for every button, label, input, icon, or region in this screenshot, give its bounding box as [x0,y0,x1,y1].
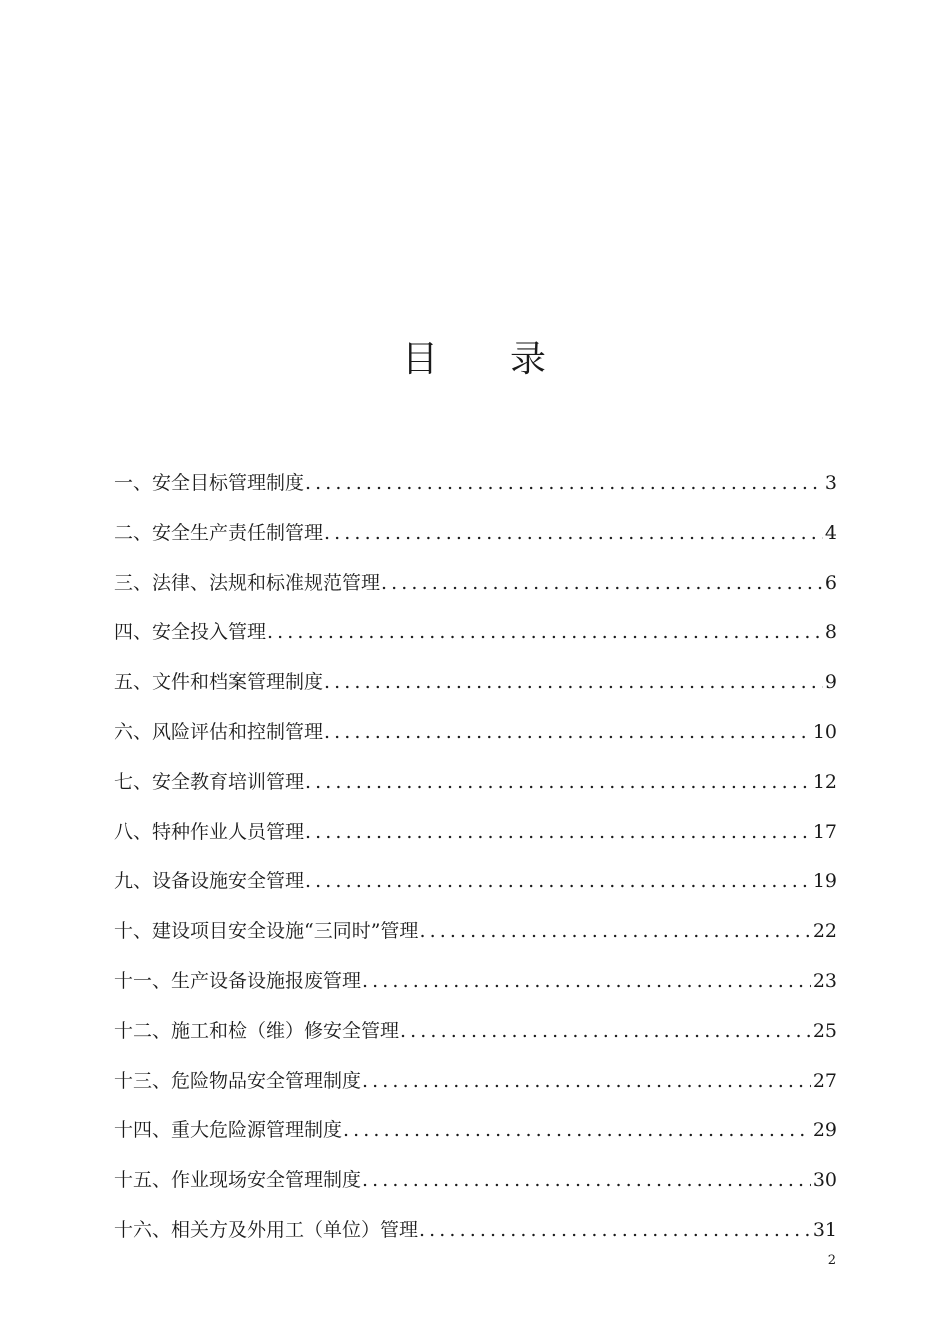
page-number: 2 [827,1253,836,1268]
toc-entry[interactable] [114,766,837,816]
toc-entry-label: 九、设备设施安全管理 [114,870,305,893]
toc-entry-page: 3 [824,472,837,494]
toc-dot-leader [305,467,823,499]
toc-entry-page: 27 [812,1069,837,1092]
toc-entry-page: 31 [812,1218,837,1241]
toc-entry-page: 22 [812,920,837,943]
toc-entry-label: 十三、危险物品安全管理制度 [114,1069,362,1092]
toc-entry-label: 三、法律、法规和标准规范管理 [114,571,381,594]
toc-entry-page: 29 [812,1119,837,1142]
toc-entry[interactable] [114,816,837,866]
toc-entry-label: 十、建设项目安全设施“三同时”管理 [114,920,419,943]
toc-entry-page: 4 [824,521,837,544]
toc-entry[interactable] [114,1065,837,1115]
toc-entry-label: 十五、作业现场安全管理制度 [114,1169,362,1192]
toc-dot-leader [362,1065,811,1097]
toc-entry[interactable] [114,567,837,617]
toc-dot-leader [305,816,811,848]
toc-entry[interactable] [114,865,837,915]
toc-entry-page: 23 [812,969,837,992]
toc-entry-page: 25 [812,1019,837,1042]
toc-entry[interactable] [114,1114,837,1164]
toc-entry-page: 19 [812,870,837,893]
toc-entry[interactable] [114,1015,837,1065]
toc-entry-page: 6 [824,571,837,594]
toc-entry[interactable] [114,915,837,965]
toc-dot-leader [419,1214,811,1246]
toc-entry-page: 12 [812,770,837,793]
toc-dot-leader [400,1015,811,1047]
toc-entry[interactable] [114,616,837,666]
toc-entry-label: 十四、重大危险源管理制度 [114,1119,343,1142]
toc-dot-leader [362,965,811,997]
toc-entry-label: 二、安全生产责任制管理 [114,521,324,544]
toc-entry-label: 十六、相关方及外用工（单位）管理 [114,1218,419,1241]
toc-entry-label: 八、特种作业人员管理 [114,820,305,843]
toc-dot-leader [305,865,811,897]
toc-dot-leader [419,915,810,947]
toc-entry[interactable] [114,716,837,766]
toc-heading-char-1: 目 [401,339,440,380]
toc-entry-label: 一、安全目标管理制度 [114,472,305,494]
toc-entry-page: 8 [824,621,837,644]
toc-entry[interactable] [114,965,837,1015]
toc-entry[interactable] [114,1164,837,1214]
toc-entry-label: 五、文件和档案管理制度 [114,671,324,694]
toc-entry-page: 9 [824,671,837,694]
toc-list [114,467,837,1264]
toc-entry-page: 17 [812,820,837,843]
toc-entry-label: 十一、生产设备设施报废管理 [114,969,362,992]
toc-entry-label: 七、安全教育培训管理 [114,770,305,793]
toc-dot-leader [324,666,823,698]
toc-entry-label: 六、风险评估和控制管理 [114,720,324,743]
toc-entry[interactable] [114,467,837,517]
toc-entry[interactable] [114,517,837,567]
toc-entry[interactable] [114,666,837,716]
toc-dot-leader [362,1164,811,1196]
toc-entry-label: 四、安全投入管理 [114,621,267,644]
toc-dot-leader [267,616,823,648]
toc-dot-leader [324,517,823,549]
toc-entry-label: 十二、施工和检（维）修安全管理 [114,1019,400,1042]
toc-entry-page: 30 [812,1169,837,1192]
toc-heading-char-2: 录 [510,339,549,380]
toc-dot-leader [381,567,823,599]
toc-entry[interactable] [114,1214,837,1264]
toc-entry-page: 10 [812,720,837,743]
toc-dot-leader [343,1114,811,1146]
toc-dot-leader [324,716,811,748]
toc-dot-leader [305,766,811,798]
toc-heading [0,336,950,384]
